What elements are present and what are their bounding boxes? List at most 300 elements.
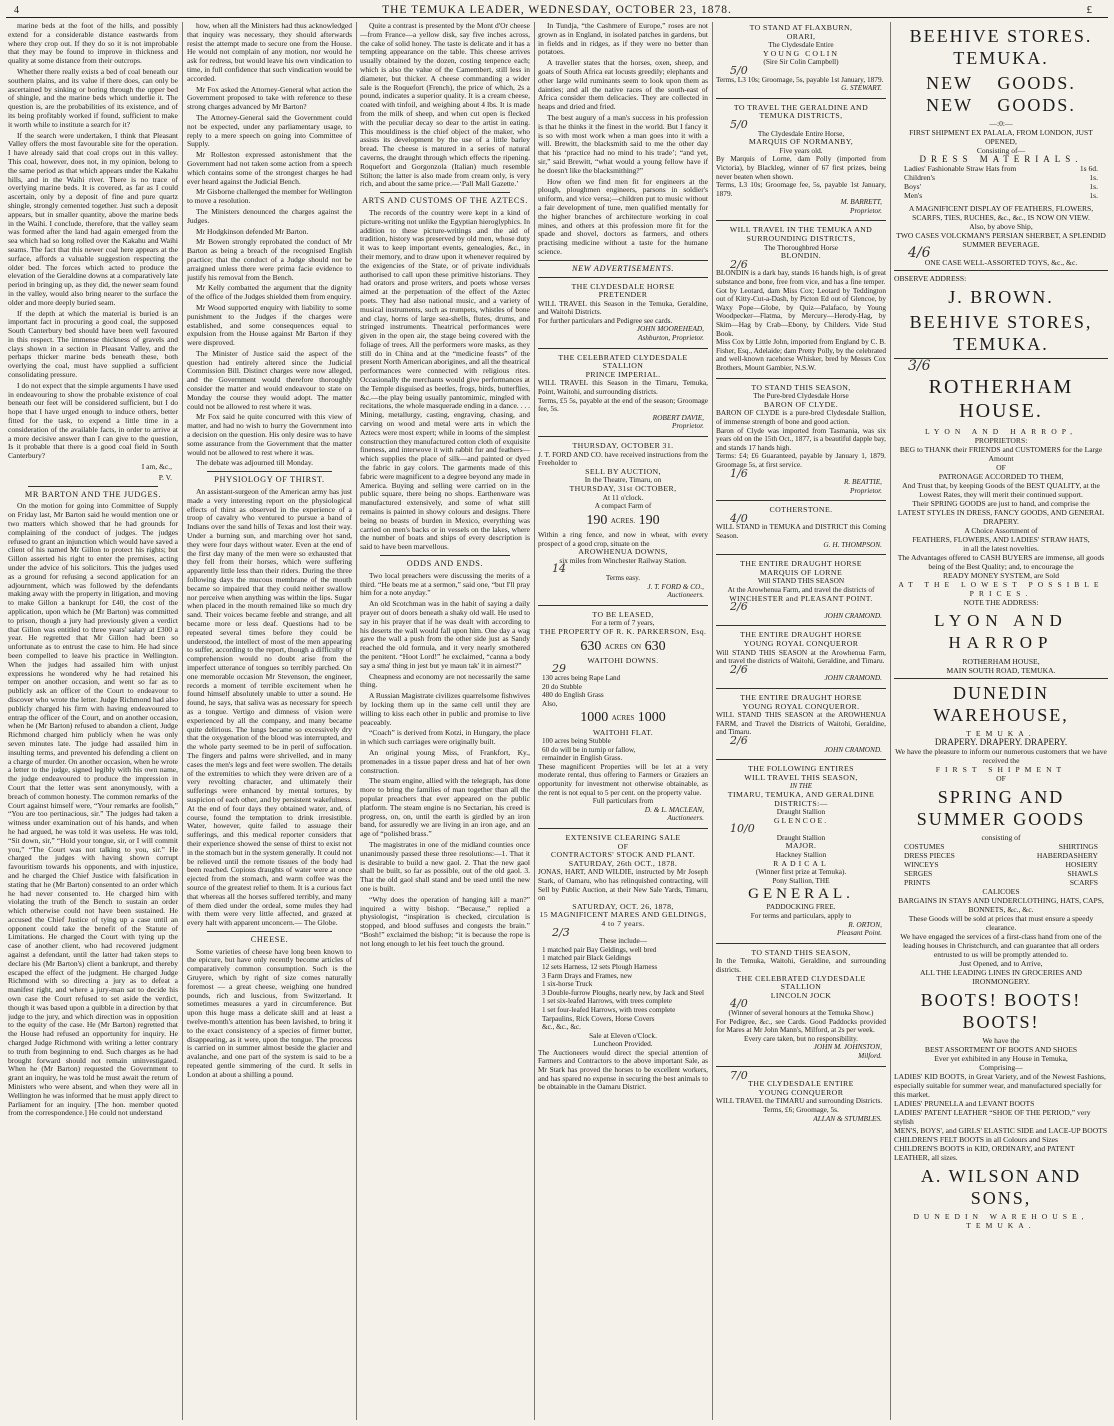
column-divider <box>356 22 357 1420</box>
advertisement <box>716 22 886 95</box>
ad-heading: WAITOHI DOWNS. <box>587 655 659 665</box>
price-item: Boys' <box>904 182 921 191</box>
goods-item: SERGES <box>904 869 933 878</box>
ad-text: ALL THE LEADING LINES IN GROCERIES AND IRONMONGERY. <box>920 968 1082 986</box>
ad-text: A MAGNIFICENT DISPLAY OF FEATHERS, FLOWERS, SCARFS, TIES, RUCHES, &c., &c., IS NOW ON VIEW. <box>908 204 1094 222</box>
divider <box>538 828 708 829</box>
goods-item: WINCEYS <box>904 860 939 869</box>
divider <box>538 436 708 437</box>
ad-text: LADIES' PRUNELLA and LEVANT BOOTS <box>894 1099 1035 1108</box>
ad-heading: TO BE LEASED, <box>592 609 654 619</box>
ad-heading: STALLION <box>602 361 644 371</box>
goods-row <box>894 851 1108 860</box>
ad-heading: EXTENSIVE CLEARING SALE <box>565 833 681 843</box>
dunedin-warehouse-ad <box>894 682 1108 1230</box>
divider <box>716 98 886 99</box>
advertisement <box>716 224 886 374</box>
article-paragraph: How often we find men fit for engineers at the plough, ploughmen engineers, parsons in soldier's uniform, and vice versa;—children put to music without a fair development of tune, men qualified mentally for the higher branches of architecture working in coal mines, and others at this profession more fit for the spade and shovel, doctors as farmers, and others practising medicine without a taste for the humane science. <box>538 176 708 256</box>
ad-heading: SELL BY AUCTION, <box>585 466 661 476</box>
article-paragraph: An original young Miss, of Frankfort, Ky., promenades in a tissue paper dress and hat of her own construction. <box>360 747 530 775</box>
ad-text: We have the <box>982 1036 1020 1045</box>
ad-heading: GLENCOE. <box>773 815 829 825</box>
ad-heading: TO STAND THIS SEASON, <box>751 947 851 957</box>
handwritten-annotation: 2/3 <box>552 925 570 939</box>
ad-heading: THE PROPERTY OF R. K. PARKERSON, Esq. <box>539 626 707 636</box>
list-item: 3 Double-furrow Ploughs, nearly new, by Jack and Steel <box>542 988 705 997</box>
ad-text: At the Arowhenua Farm, and travel the districts of <box>727 585 875 595</box>
ad-text: WILL TRAVEL this Season in the Timaru, Temuka, Point, Waitohi, and surrounding districts. <box>538 378 708 397</box>
article-paragraph: In Tundja, “the Cashmere of Europe,” roses are not grown as in England, in isolated patches in gardens, but in fields and in ridges, as if they were no better than potatoes. <box>538 22 708 57</box>
ad-text: BLONDIN is a dark bay, stands 16 hands high, is of great substance and bone, free from vice, and has a fine temper. <box>716 268 886 287</box>
ad-heading: YOUNG ROYAL CONQUEROR. <box>742 701 860 711</box>
goods-row <box>894 860 1108 869</box>
ad-heading: WINCHESTER and PLEASANT POINT. <box>729 593 873 603</box>
goods-item: HABERDASHERY <box>1036 851 1098 860</box>
price-item: Ladies' Fashionable Straw Hats from <box>904 164 1017 173</box>
ad-heading: YOUNG COLIN <box>763 48 839 58</box>
ad-proprietor: JOHN M. JOHNSTON, <box>813 1042 882 1052</box>
ornament: —:0:— <box>989 119 1013 128</box>
list-item: Tarpaulins, Rick Covers, Horse Covers <box>542 1014 655 1023</box>
display-title: SPRING AND SUMMER GOODS <box>916 787 1086 829</box>
divider <box>28 486 158 487</box>
letter-signoff: I am, &c., <box>141 462 172 472</box>
display-name: A. WILSON AND SONS, <box>920 1166 1082 1208</box>
divider <box>894 270 1108 271</box>
article-heading: CHEESE. <box>250 934 289 944</box>
ad-heading: PRETENDER <box>598 290 648 300</box>
goods-item: HOSIERY <box>1065 860 1098 869</box>
ad-text: For terms and particulars, apply to <box>750 911 852 921</box>
advertisement <box>538 832 708 1094</box>
advertisement <box>716 947 886 1063</box>
divider <box>380 192 510 193</box>
acreage-unit: ON <box>630 642 642 651</box>
list-item: 130 acres being Rape Land <box>542 673 621 682</box>
ad-text: The Clydesdale Entire <box>768 40 834 50</box>
ad-heading: LYON AND HARROP, <box>924 427 1078 436</box>
advertisement <box>538 352 708 433</box>
ad-heading: PRINCE IMPERIAL. <box>585 369 661 379</box>
acreage-unit: ACRES <box>604 642 628 651</box>
ad-proprietor: Pleasant Point. <box>837 928 882 938</box>
list-item: 1 matched pair Bay Geldings, well bred <box>542 945 657 954</box>
ad-text: (Sire Sir Colin Campbell) <box>763 57 839 67</box>
ad-proprietor: Proprietor. <box>672 421 704 431</box>
ad-heading: TO STAND THIS SEASON, <box>751 382 851 392</box>
ad-text: The Thoroughbred Horse <box>763 242 839 252</box>
ad-text: FIRST SHIPMENT EX PALALA, FROM LONDON, JUST OPENED, <box>909 128 1093 146</box>
ad-text: BARGAINS IN STAYS AND UNDERCLOTHING, HATS, CAPS, BONNETS, &c., &c. <box>898 896 1104 914</box>
ad-text: The Advantages offered to CASH BUYERS are immense, all goods being of the Best Quality; and, to encourage the <box>897 553 1105 571</box>
ad-text: Comprising— <box>979 1063 1023 1072</box>
price-value: 1s. <box>1089 173 1098 182</box>
ad-heading: TO TRAVEL THE GERALDINE AND TEMUKA DISTRICTS, <box>733 102 869 121</box>
display-title: BEEHIVE STORES. TEMUKA. <box>909 26 1093 68</box>
advertisement <box>538 609 708 825</box>
ad-text: Also, by above Ship, <box>969 222 1033 231</box>
article-paragraph: Mr Wood supported enquiry with liability to some punishment to the Judges if the charges were established, and some consequences equal to expulsion from the House against Mr Barton if they were disproved. <box>187 302 352 348</box>
divider <box>207 931 332 932</box>
ad-display-heading: GENERAL. <box>748 886 854 903</box>
ad-proprietor: ROBERT DAVIE, <box>652 412 704 422</box>
ad-list <box>538 674 708 708</box>
ad-proprietor: R. ORTON, <box>848 919 882 929</box>
masthead-rule <box>6 17 1108 18</box>
ad-heading: THE CELEBRATED CLYDESDALE <box>558 352 688 362</box>
price-item: Children's <box>904 173 935 182</box>
ad-heading: LINCOLN JOCK <box>770 990 832 1000</box>
handwritten-annotation: 7/0 <box>730 1068 748 1082</box>
ad-text: By Marquis of Lorne, dam Polly (imported from Victoria), by Blackleg, winner of 67 first prizes, being never beaten when shown. <box>716 154 886 181</box>
ad-text: six miles from Winchester Railway Station. <box>559 555 687 565</box>
acreage-figure <box>538 513 708 529</box>
ad-heading: BEST ASSORTMENT OF BOOTS AND SHOES <box>924 1045 1078 1054</box>
ad-text: WILL STAND in TEMUKA and DISTRICT this Coming Season. <box>716 522 886 541</box>
ad-proprietor: JOHN CRAMOND. <box>824 673 882 683</box>
ad-heading: DRAPERY. DRAPERY. DRAPERY. <box>934 737 1068 747</box>
ad-heading: ORARI, <box>786 31 816 41</box>
ad-text: Will STAND THIS SEASON at the Arowhenua Farm, and travel the districts of Waitohi, Geraldine, and Timaru. <box>716 647 886 666</box>
ad-heading: THE CELEBRATED CLYDESDALE STALLION <box>736 973 866 992</box>
ad-text: We have the pleasure to inform our numerous customers that we have received the <box>895 747 1107 765</box>
article-paragraph: The records of the country were kept in a kind of picture-writing not unlike the Egyptian hieroglyphics. In addition to these picture-writings and the aid of tradition, history was preserved by old men, whose duty it was to keep important events, genealogies, &c., in their memory, and to draw upon it whenever required by the exigencies of the State, or of private individuals authorised to call upon these primitive historians. They had orators and prose writers, and poets whose verses aimed at the perpetuation of the effect of the Aztec poets. They had also national music, and a variety of musical instruments, such as trumpets, whistles of bone and clay, horns of large sea-shells, flutes, drums, and stringed instruments. Theatrical performances were given in the open air, the stage being covered with the foliage of trees. All the performers wore masks, as they still do in China and at the “medicine feasts” of the present North American aborigines, and all the theatrical performances were connected with religious rites. Occasionally the merchants would give performances at the Temple disguised as beetles, frogs, birds, butterflies, &c.—the play being usually pantomimic, mingled with recitations, the whole masquerade ending in a dance. . . . Mining, metallurgy, casting, engraving, chasing, and carving on wood and metal were arts in which the Aztecs were most expert; while in looms of the simplest construction they manufactured cotton cloth of exquisite fineness, and interwove it with rabbit fur and feathers—which supplies the place of silk—and painted or dyed the fabric in gay colors. The garments made of this fabric were magnificent to a degree beyond any made in America. Buying and selling were carried on in the public square, there being no shops. Earthenware was manufactured extensively, and some of what still remains is painted in showy colours and designs. There being no beasts of burden in Mexico, everything was carried on men's backs or in vessels on the lakes, where the number of boats and ships of every description is said to have been marvellous. <box>360 207 530 552</box>
ad-text: Full particulars from <box>592 796 654 806</box>
article-paragraph: Mr Rolleston expressed astonishment that the Government had not taken some action from a speech which contains some of the strongest charges he had ever heard against the Judicial Bench. <box>187 150 352 186</box>
ad-text: PROPRIETORS: <box>974 436 1028 445</box>
rotherham-house-ad <box>894 358 1108 675</box>
article-paragraph: “Coach” is derived from Kotzi, in Hungary, the place in which such carriages were originally built. <box>360 728 530 747</box>
article-paragraph: The best augury of a man's success in his profession is that he thinks it the finest in the world. But I fancy it is so with most work when a man goes into it with a will. Brewitt, the blacksmith said to me the other day that his ‘practice had no mind to his trade’; “and yet, sir,” said Brewitt, “what would a young fellow have if he doesn't like the blacksmithing?” <box>538 112 708 175</box>
list-item: 1 six-horse Truck <box>542 980 593 989</box>
ad-text: Baron of Clyde was imported from Tasmania, was six years old on the 15th Oct., 1877, is a beautiful dapple bay, and stands 17 hands high. <box>716 425 886 452</box>
advertisement <box>716 1070 886 1126</box>
masthead-stamp: £ <box>1086 4 1092 16</box>
ad-text: DUNEDIN WAREHOUSE, TEMUKA. <box>913 1212 1089 1230</box>
divider <box>716 220 886 221</box>
ad-text: Terms: £4; £6 Guaranteed, payable by January 1, 1879. Groomage 5s, at first service. <box>716 451 886 469</box>
ad-heading: AROWHENUA DOWNS, <box>578 547 668 557</box>
ad-text: LATEST STYLES IN DRESS, FANCY GOODS, AND GENERAL DRAPERY. <box>897 508 1105 526</box>
ad-text: IN THE <box>790 782 812 791</box>
article-paragraph: Mr Fox asked the Attorney-General what action the Government proposed to take with reference to these strong charges advanced by Mr Barton? <box>187 84 352 112</box>
ad-proprietor: M. BARRETT, <box>840 197 882 207</box>
ad-proprietor: JOHN CRAMOND. <box>824 610 882 620</box>
ad-heading: WILL TRAVEL THIS SEASON, <box>744 772 858 782</box>
article-paragraph: Mr Bowen strongly reprobated the conduct of Mr Barton as being a breach of the recognised English practice; that the conduct of a Judge should not be arraigned unless there were prima facie evidence to justify his removal from the Bench. <box>187 237 352 282</box>
column-5 <box>716 22 886 1420</box>
article-paragraph: The Ministers denounced the charges against the Judges. <box>187 206 352 225</box>
advertisement <box>716 102 886 218</box>
article-paragraph: Cheapness and economy are not necessarily the same thing. <box>360 671 530 690</box>
ad-text: Draught Stallion <box>776 832 826 842</box>
ad-text: CHILDREN'S BOOTS in KID, ORDINARY, and PATENT LEATHER, all sizes. <box>894 1144 1075 1162</box>
article-paragraph: If the search were undertaken, I think that Pleasant Valley offers the most favourable site for the operation. I have already said that coal crops out in this valley. This coal, however, does not, in my opinion, belong to the same period as that which appears under the Kakahu hills, and in the Waihi river. There is no trace of overlying marine beds. It is covered, as far as I could ascertain, only by a deposit of fine and pure quartz shingle, strongly cemented together. Just such a deposit appears, but in smaller quantity, above the marine beds in the Waihi. I conclude, therefore, that the valley seam was formed after the land had again emerged from the sea which had so long rolled over the Kakahu and Waihi seams. The fact that this newer coal here appears at the surface, affords a valuable suggestion respecting the older bed. The forces which acted to produce the elevation of the Geraldine downs at a comparatively late period in bringing up, as they did, the newer seam found in the valley, would also bring nearer to the surface the older and more deeply buried seam. <box>8 130 178 307</box>
display-name: J. BROWN. <box>948 287 1054 307</box>
ad-text: Terms, L3 10s; Groomage fee, 5s, payable 1st January, 1879. <box>716 180 886 198</box>
ad-text: WILL STAND THIS SEASON at the AROWHENUA FARM, and Travel the Districts of Waitohi, Geraldine, and Timaru. <box>716 710 886 737</box>
ad-heading: TEMUKA. <box>966 729 1036 738</box>
ad-text: consisting of <box>981 833 1021 842</box>
ad-heading: THE FOLLOWING ENTIRES <box>748 764 854 774</box>
price-value: 1s. <box>1089 191 1098 200</box>
advertisement <box>716 382 886 498</box>
ad-text: Terms, L3 10s; Groomage, 5s, payable 1st January, 1879. <box>716 74 884 84</box>
column-4 <box>538 22 708 1420</box>
ad-heading: RADICAL <box>773 858 829 868</box>
price-item: Men's <box>904 191 923 200</box>
column-divider <box>712 22 713 1420</box>
ad-text: Within a ring fence, and now in wheat, with every prospect of a good crop, situate on the <box>538 529 708 548</box>
ad-text: MEN'S, BOYS', and GIRLS' ELASTIC SIDE and LACE-UP BOOTS <box>894 1126 1108 1135</box>
ad-heading: BLONDIN. <box>780 251 822 261</box>
handwritten-annotation: 4/0 <box>730 511 748 525</box>
price-row <box>894 173 1108 182</box>
list-item: 100 acres being Stubble <box>542 737 611 746</box>
list-item: Also, <box>542 699 558 708</box>
list-item: &c., &c., &c. <box>542 1023 581 1032</box>
ad-heading: COTHERSTONE. <box>769 505 833 515</box>
ad-text: The Pure-bred Clydesdale Horse <box>753 391 849 401</box>
display-title: NEW GOODS. NEW GOODS. <box>926 73 1076 115</box>
list-item: 1 set four-leafed Harrows, with trees complete <box>542 1005 676 1014</box>
article-paragraph: An assistant-surgeon of the American army has just made a very interesting report on the physiological effects of thirst as observed in the experience of a troop of cavalry who ventured to pursue a band of Indians over the sand hills of Texas and lost their way. Under a burning sun, and marching over hot sand, they were four days without water. Even at the end of the first day many of the men were so exhausted that they fell from their horses, which were suffering apparently little less than their riders. During the three following days the mucous membrane of the mouth became so impaired that they could neither swallow nor perceive when anything was within the lips. Sugar when placed in the mouth remained like so much dry sand. Their voices became feeble and strange, and all became more or less deaf. Questions had to be repeated several times before they could be understood, the intellect of most of the men appearing to suffer, according to the report, though a difficulty of comprehension would no doubt arise from the imperfect utterance of tongues so terribly parched. On one memorable occasion Mr Stevenson, the engineer, records a moment of terrible excitement when he found himself absolutely unable to utter a sound. He found, he says, that saliva was as necessary for speech as a tongue. Vertigo and dimness of vision were experienced by all the company, and many became quite delirious. The lungs became so excessively dry that the oxygenation of the blood was interrupted, and the whole party seemed to be in peril of suffocation. The fingers and palms were shrivelled, and in many cases the men's legs and feet were swollen. The details of the extremities to which they were driven are of a very revolting character, and ultimately their sufferings were enhanced by mental tortures, by suspicion of each other, and by persistent wakefulness. At the end of four days they obtained water, and, of course, found the temptation to drink irresistible. Water, however, quite failed to assuage their sufferings, and this medical reporter considers that their experience showed the sense of thirst to exist not in the stomach but in the system generally. It could not be relieved until the remote tissues of the body had been reached. Copious draughts of water were at once ejected from the stomach, and warm coffee was the source of the greatest relief to them. It is a curious fact that whereas all the horses suffered terribly, and many of them died under the ordeal, some mules they had with them were very little affected, and grazed at every halt with apparent unconcern.— The Globe. <box>187 487 352 928</box>
list-item: remainder in English Grass. <box>542 754 623 763</box>
goods-item: SHAWLS <box>1067 869 1098 878</box>
advertisement <box>716 629 886 685</box>
page-number: 4 <box>14 5 19 16</box>
ad-text: JONAS, HART, AND WILDIE, instructed by Mr Joseph Stark, of Oamaru, who has relinquished contracting, will Sell by Public Auction, at their New Sale Yards, Timaru, on <box>538 867 708 903</box>
ad-text: in all the latest novelties. <box>963 544 1039 553</box>
handwritten-annotation: 2/6 <box>730 733 748 747</box>
article-paragraph: The Attorney-General said the Government could not be expected, under any parliamentary usage, to reply to a mere speech on going into Committee of Supply. <box>187 112 352 149</box>
ad-proprietor: JOHN MOOREHEAD, <box>636 324 704 334</box>
ad-list <box>538 737 708 763</box>
ad-proprietor: Ashburton, Proprietor. <box>637 333 704 343</box>
divider <box>716 378 886 379</box>
ad-text: Pony Stallion, THE <box>772 875 830 885</box>
article-paragraph: “Why does the operation of hanging kill a man?” inquired a witty bishop. “Because,” replied a physiologist, “inspiration is checked, circulation is stopped, and blood suffuses and congests the brain.” “Bosh!” exclaimed the bishop; “it is because the rope is not long enough to let his feet touch the ground. <box>360 894 530 948</box>
acreage-number: 190 <box>586 512 608 528</box>
divider <box>380 555 510 556</box>
ad-text: Miss Cox by Little John, imported from England by C. B. Fisher, Esq., Adelaide; dam Pretty Polly, by the celebrated and well-known racehorse Whisker, bred by Messrs Cox Brothers, Mount Gambier, N.S.W. <box>716 337 886 372</box>
ad-text: BARON OF CLYDE is a pure-bred Clydesdale Stallion, of immense strength of bone and good action. <box>716 408 886 426</box>
ad-proprietor: Proprietor. <box>850 205 882 215</box>
column-divider <box>182 22 183 1420</box>
ad-heading: THE CLYDESDALE HORSE <box>571 281 675 291</box>
ad-proprietor: R. BEATTIE, <box>843 477 882 487</box>
acreage-number: 630 <box>580 638 602 654</box>
divider <box>716 688 886 689</box>
ad-heading: SATURDAY, 26th OCT., 1878. <box>568 858 678 868</box>
acreage-number: 190 <box>638 512 660 528</box>
divider <box>716 759 886 760</box>
ad-text: Luncheon Provided. <box>593 1039 653 1049</box>
handwritten-annotation: 3/6 <box>908 358 931 374</box>
goods-item: DRESS PIECES <box>904 851 955 860</box>
newspaper-title: THE TEMUKA LEADER, WEDNESDAY, OCTOBER 23, 1878. <box>382 4 732 16</box>
ad-text: (Winner of several honours at the Temuka Show.) <box>728 1007 874 1017</box>
goods-item: COSTUMES <box>904 842 945 851</box>
list-item: 12 sets Harness, 12 sets Plough Harness <box>542 962 658 971</box>
ad-heading: MARQUIS OF LORNE <box>759 567 843 577</box>
article-paragraph: Mr Fox said he quite concurred with this view of matter, and had no wish to hurry the Government into a decision on the question. His only desire was to have some assurance from the Government that the matter would not be allowed to rest where it was. <box>187 412 352 457</box>
ad-text: At 11 o'clock. <box>602 492 644 502</box>
ad-proprietor: J. T. FORD & CO., <box>647 581 704 591</box>
ad-heading: THE CLYDESDALE ENTIRE <box>748 1079 854 1089</box>
article-paragraph: marine beds at the foot of the hills, and possibly extend for a considerable distance eastwards from where they crop out. If they do so it is not improbable that they may be found to improve in thickness and quality at some distance from their outcrops. <box>8 22 178 66</box>
ad-text: These include— <box>598 936 648 946</box>
acreage-figure <box>538 639 708 655</box>
ad-proprietor: Auctioneers. <box>667 590 704 600</box>
ad-text: Will STAND THIS SEASON <box>757 576 845 586</box>
ad-text: READY MONEY SYSTEM, are Sold <box>942 571 1060 580</box>
column-3 <box>360 22 530 1420</box>
ad-heading: YOUNG CONQUEROR <box>758 1087 844 1097</box>
ad-text: ROTHERHAM HOUSE, <box>962 657 1040 666</box>
list-item: 480 do English Grass <box>542 691 604 700</box>
ad-text: J. T. FORD AND CO. have received instructions from the Freeholder to <box>538 449 708 468</box>
ad-text: Consisting of— <box>976 146 1026 155</box>
ad-text: MAIN SOUTH ROAD, TEMUKA. <box>946 666 1056 675</box>
column-6 <box>894 22 1108 1420</box>
ad-heading: THE ENTIRE DRAUGHT HORSE <box>740 692 862 702</box>
ad-heading: WAITOHI FLAT. <box>592 727 654 737</box>
handwritten-annotation: 2/6 <box>730 662 748 676</box>
ad-text: OF <box>996 774 1006 783</box>
article-paragraph: Mr Gisborne challenged the member for Wellington to move a resolution. <box>187 187 352 206</box>
divider <box>716 625 886 626</box>
price-row <box>894 182 1108 191</box>
handwritten-annotation: 4/6 <box>908 245 931 261</box>
ad-text: OF <box>996 463 1006 472</box>
ad-text: In the Temuka, Waitohi, Geraldine, and surrounding districts. <box>716 956 886 974</box>
article-paragraph: If the depth at which the material is buried is an important fact in procuring a good coal, the supposed South Canterbury bed should have been well favoured in this respect. The immense thickness of gravels and clays shown in a section in Pleasant Valley, and the perhaps thicker marine beds beneath these, both overlying the coal, must have supplied a sufficient consolidating pressure. <box>8 308 178 380</box>
ad-text: Terms easy. <box>605 572 641 582</box>
ad-text: Draught Stallion <box>776 807 826 817</box>
handwritten-annotation: 29 <box>552 662 566 676</box>
ad-text: Got by Leotard, dam Miss Cox; Leotard by Teddington out of Kitty-Cut-a-Dash, by Picton Ed out of Glencoe, by Waxy Pope—Globe, by Quiz—Palafaco, by Young Woodpecker—Flatma, by Mercury—Herody-Hag, by Skim—Hag by Crab—Ebony, by Childers. Vide Stud Book. <box>716 285 886 338</box>
ad-heading: OF <box>617 841 629 851</box>
list-item: 1 set six-leafed Harrows, with trees complete <box>542 997 672 1006</box>
display-title: ROTHERHAM HOUSE. <box>928 376 1074 422</box>
ad-text: NOTE THE ADDRESS: <box>963 598 1039 607</box>
ad-proprietor: Milford. <box>858 1050 882 1060</box>
ad-heading: DRESS MATERIALS. <box>919 154 1083 164</box>
ad-proprietor: D. & L. MACLEAN, <box>644 804 704 814</box>
ad-list <box>538 946 708 1032</box>
article-paragraph: Quite a contrast is presented by the Mont d'Or cheese—from France—a yellow disk, say five inches across, the cake of solid honey. The taste is delicate and it has a tempting appearance on the table. This cheese arrives usually obtained by the dozen, costing tenpence each; which is also the value of the Camembert, still less in diameter, but thicker. A cheese commanding a wider sale is the Roquefort (French), the price of which, 2s a pound, indicates a superior quality. It is a cream cheese, coated with tinfoil, and weighing about 4 lbs. It is made from the milk of sheep, and when cut open is flecked with the peculiar decay so dear to the artist in eating. This mouldiness is the chief object of the maker, who assists its development by the use of a little barley bread. The cheese is matured in a series of natural caverns, the draught through which effects the ripening. Roquefort and Gorgonzola (Italian) much resemble Stilton; the latter is also made from cream only, is very rich, and about the same price.—‘Pall Mall Gazette.’ <box>360 22 530 189</box>
article-heading: ARTS AND CUSTOMS OF THE AZTECS. <box>362 196 528 206</box>
article-paragraph: On the motion for going into Committee of Supply on Friday last, Mr Barton said he would mention one or two matters which showed that he had grounds for complaining of the conduct of judges. The judges refused to grant an injunction which would have saved a client of his named Mr Gillon to protect his rights; but Gillon asserted his right to enter the premises, acting under the advice of his solicitors. This the judges used as a ground for refusing a second application for an adjournment, which was followed by the defendants making away with the property in litigation, and moving to make Gillon a bankrupt for £40, the cost of the application, upon which he (Mr Barton) was committed to prison, though a jury had previously given a verdict that Gillon was entitled to three years' salary at £300 a year. He regretted that Mr Gillon had been so unfortunate as to entrust the case to him. He had since been compelled to leave his practice in Wellington. When the judges had assailed him with unjust expressions he wondered why he had retained his temper on another occasion, and went so far as to publicly ask an officer of the Court to endeavour to discover who wrote the letter. Judge Richmond had also publicly charged his firm with having endeavoured to entrap the officer of the Court, and on another occasion, when he (Mr Barton) refused to abandon a client, Judge Richmond charged him publicly when he was only seven minutes late. The judge had assailed him in insulting terms, and prevented his defending a client on a charge of murder. On another occasion, when he wrote a letter to the judge, signed legibly with his own name, the judge endeavoured to produce the impression in Court that the letter was sent anonymously, with a breach of common honesty. The common remarks of the Court against himself were, “Your remarks are foolish,” “You are too pertinacious, sir.” The judges had taken a witness under examination out of his hands, and when he had argued, he was told it was useless. He was told, “Sit down, sir,” “Hold your tongue, sir, or I will commit you,” “The Court was not talking to you, sir.” He charged the judges with having shown corrupt favouritism towards his opponents, and with injustice, and he charged the Chief Justice with falsification in stating that he (Mr Barton) consented to an order which he had never consented to. He charged him with violating the truth of the Bench to sustain an order which otherwise could not have been sustained. He accused the Chief Justice of tying up a case until an opponent could take the benefit of the Statute of Limitations. He charged the Court with tying up the case of another client, who had recovered judgment against a defendant, until the latter had taken steps to declare his (Mr Barton's) client a bankrupt, and thereby escaped the effect of the judgment. He charged Judge Richmond with so directing a jury as to defeat a manifest right, and where a jury-man sat to decide his own case the Court refused to set aside the verdict, though it was based upon a quibble in a direction by that judge to the jury, and which direction was in opposition to the equity of the case. He (Mr Barton) regretted that the House had refused an opportunity for inquiry. He charged Judge Richmond with writing a letter contrary to truth from beginning to end. Such charges as he had brought forward should not remain uninvestigated. When he (Mr Barton) requested the Government to grant an inquiry, he was told he must await the return of Ministers who were absent, and when they were all in Wellington he was informed that he must apply direct to Parliament for an inquiry. [The hon. member quoted from the correspondence.] He could not understand <box>8 501 178 1118</box>
article-paragraph: Two local preachers were discussing the merits of a third. “He beats me at a sermon,” said one, “but I'll pray him for a note anyday.” <box>360 570 530 598</box>
ad-heading: 15 MAGNIFICENT MARES AND GELDINGS, 4 to 7 years. <box>539 910 707 928</box>
handwritten-annotation: 5/0 <box>730 117 748 131</box>
column-1 <box>8 22 178 1420</box>
divider <box>207 471 332 472</box>
ad-text: PADDOCKING FREE. <box>766 902 836 912</box>
ad-text: LADIES' KID BOOTS, in Great Variety, and of the Newest Fashions, especially suitable for summer wear, and manufactured specially for this market. <box>894 1072 1106 1099</box>
column-divider <box>890 22 891 1420</box>
article-paragraph: The magistrates in one of the midland counties once unanimously passed these three resolutions:—1. That it is desirable to build a new gaol. 2. That the new gaol shall be built, so far as possible, out of the old gaol. 3. That the old gaol shall stand and be used until the new one is built. <box>360 839 530 893</box>
ad-text: These magnificent Properties will be let at a very moderate rental, thus offering to Farmers or Graziers an opportunity for investment not otherwise obtainable, as the rent is not equal to 5 per cent. on the property value. <box>538 761 708 797</box>
advertisement <box>538 281 708 345</box>
article-paragraph: I do not expect that the simple arguments I have used in endeavouring to show the probable existence of coal beneath our feet will be considered sufficient, but I do hope that I have urged enough to induce others, better fitted for the task, to expend a little time in a consideration of the available facts, in order to arrive at a more decisive answer than I can give to the question, Is it probable that there is a good coal field in South Canterbury? <box>8 380 178 461</box>
article-paragraph: Some varieties of cheese have long been known to the epicure, but have only recently become articles of comparatively common consumption. Such is the Gruyere, which by right of size comes naturally foremost — a great cheese, weighing one hundred pounds, rich and luscious, from Switzerland. It sometimes measures a yard in circumference. But upon this huge mass a delicate skill and at least a twelve-month's attention has been lavished, to bring it to the exact consistency of a species of firmer butter, disappearing, as it were, upon the tongue. The process is carried on in summer almost beside the glacier and avalanche, and one part of the system is said to be a repeated gentle simmering of the curd. It sells in London at about a shilling a pound. <box>187 946 352 1079</box>
ad-text: Terms, £5 5s, payable at the end of the season; Groomage fee, 5s. <box>538 395 708 414</box>
ad-heading: THE ENTIRE DRAUGHT HORSE <box>740 630 862 640</box>
ad-proprietor: JOHN CRAMOND. <box>824 744 882 754</box>
ad-heading: MARQUIS OF NORMANBY, <box>748 137 854 147</box>
handwritten-annotation: 4/0 <box>730 997 748 1011</box>
handwritten-annotation: 14 <box>552 562 566 576</box>
acreage-unit: ACRES. <box>610 516 636 525</box>
letter-signature: P. V. <box>158 472 172 482</box>
price-row <box>894 164 1108 173</box>
ad-text: CHILDREN'S FELT BOOTS in all Colours and Sizes <box>894 1135 1059 1144</box>
goods-item: CALICOES <box>982 887 1020 896</box>
price-value: 1s. <box>1089 182 1098 191</box>
ad-heading: WILL TRAVEL IN THE TEMUKA AND SURROUNDING DISTRICTS, <box>729 225 873 244</box>
article-paragraph: Whether there really exists a bed of coal beneath our southern plains, and its value if there does, can only be ascertained by sinking or boring through the upper bed of shingle, and the marine beds which underlie it. The question is, are the probabilities of its existence, and of its being profitably worked if found, sufficient to make it worth while to institute a search for it? <box>8 66 178 129</box>
ad-text: Five years old. <box>779 145 823 155</box>
goods-item: SHIRTINGS <box>1058 842 1098 851</box>
ad-heading: MAJOR. <box>785 841 817 851</box>
ad-text: Their SPRING GOODS are just to hand, and comprise the <box>912 499 1090 508</box>
goods-row <box>894 878 1108 887</box>
ad-heading: AT THE LOWEST POSSIBLE PRICES. <box>898 580 1104 598</box>
ad-text: A Choice Assortment of <box>964 526 1038 535</box>
article-paragraph: A traveller states that the horses, oxen, sheep, and goats of South Africa eat locusts greedily; elephants and other large wild ruminants seem to look upon them as dainties; and all the native races of the south-east of Africa consider them delicacies. They are collected in heaps and dried and fried. <box>538 58 708 112</box>
ad-text: For Pedigree, &c., see Cards. Good Paddocks provided for Mares at Mr John Mann's, Milford, at 2s per week. <box>716 1016 886 1035</box>
ad-text: Hackney Stallion <box>775 850 827 860</box>
article-paragraph: The debate was adjourned till Monday. <box>196 458 313 468</box>
divider <box>538 260 708 261</box>
divider <box>716 1066 886 1067</box>
ad-heading: THURSDAY, 31st OCTOBER, <box>569 483 677 493</box>
ad-text: OBSERVE ADDRESS: <box>894 274 967 283</box>
ad-heading: FIRST SHIPMENT <box>935 765 1067 774</box>
ad-text: And Trust that, by keeping Goods of the BEST QUALITY, at the Lowest Rates, they will merit their continued support. <box>902 481 1100 499</box>
ad-text: These Goods will be sold at prices that must ensure a speedy clearance. <box>908 914 1094 932</box>
ad-text: (Winner first prize at Temuka). <box>755 867 847 877</box>
handwritten-annotation: 5/0 <box>730 63 748 77</box>
ad-text: For further particulars and Pedigree see cards. <box>538 315 673 325</box>
ad-text: A compact Farm of <box>594 501 652 511</box>
divider <box>538 348 708 349</box>
ad-text: Sale at Eleven o'Clock. <box>589 1030 657 1040</box>
ad-proprietor: Proprietor. <box>850 485 882 495</box>
section-heading: NEW ADVERTISEMENTS. <box>571 263 675 273</box>
ad-heading: TO STAND AT FLAXBURN, <box>749 23 853 32</box>
handwritten-annotation: 1/6 <box>730 466 748 480</box>
article-paragraph: how, when all the Ministers had thus acknowledged that inquiry was necessary, they should afterwards resist the attempt made to secure one from the House. He would not complain of any motion, nor would he ask for redress, but would leave his own vindication to time, in full confidence that such vindication would be accorded. <box>187 22 352 83</box>
list-item: 1 matched pair Black Geldings <box>542 954 632 963</box>
ad-text: Every care taken, but no responsibility. <box>743 1033 858 1043</box>
ad-text: We have engaged the services of a first-class hand from one of the leading houses in Christchurch, and can guarantee that all orders entrusted to us will be promptly attended to. <box>900 932 1102 959</box>
ad-text: The Auctioneers would direct the special attention of Farmers and Contractors to the above important Sale, as Mr Stark has proved the horses to be excellent workers, and has spared no expense in securing the best animals to be obtainable in the Oamaru District. <box>538 1047 708 1092</box>
ad-text: LADIES' PATENT LEATHER “SHOE OF THE PERIOD,” very stylish <box>894 1108 1091 1126</box>
display-name: LYON AND HARROP <box>934 611 1068 652</box>
goods-item: PRINTS <box>904 878 931 887</box>
article-paragraph: Mr Hodgkinson defended Mr Barton. <box>196 226 309 236</box>
ad-heading: SATURDAY, OCT. 26, 1878, <box>572 901 674 911</box>
divider <box>894 678 1108 679</box>
acreage-number: 630 <box>644 638 666 654</box>
display-title: BEEHIVE STORES, TEMUKA. <box>909 312 1093 354</box>
advertisement <box>538 440 708 602</box>
display-title: BOOTS! BOOTS! BOOTS! <box>920 990 1082 1032</box>
